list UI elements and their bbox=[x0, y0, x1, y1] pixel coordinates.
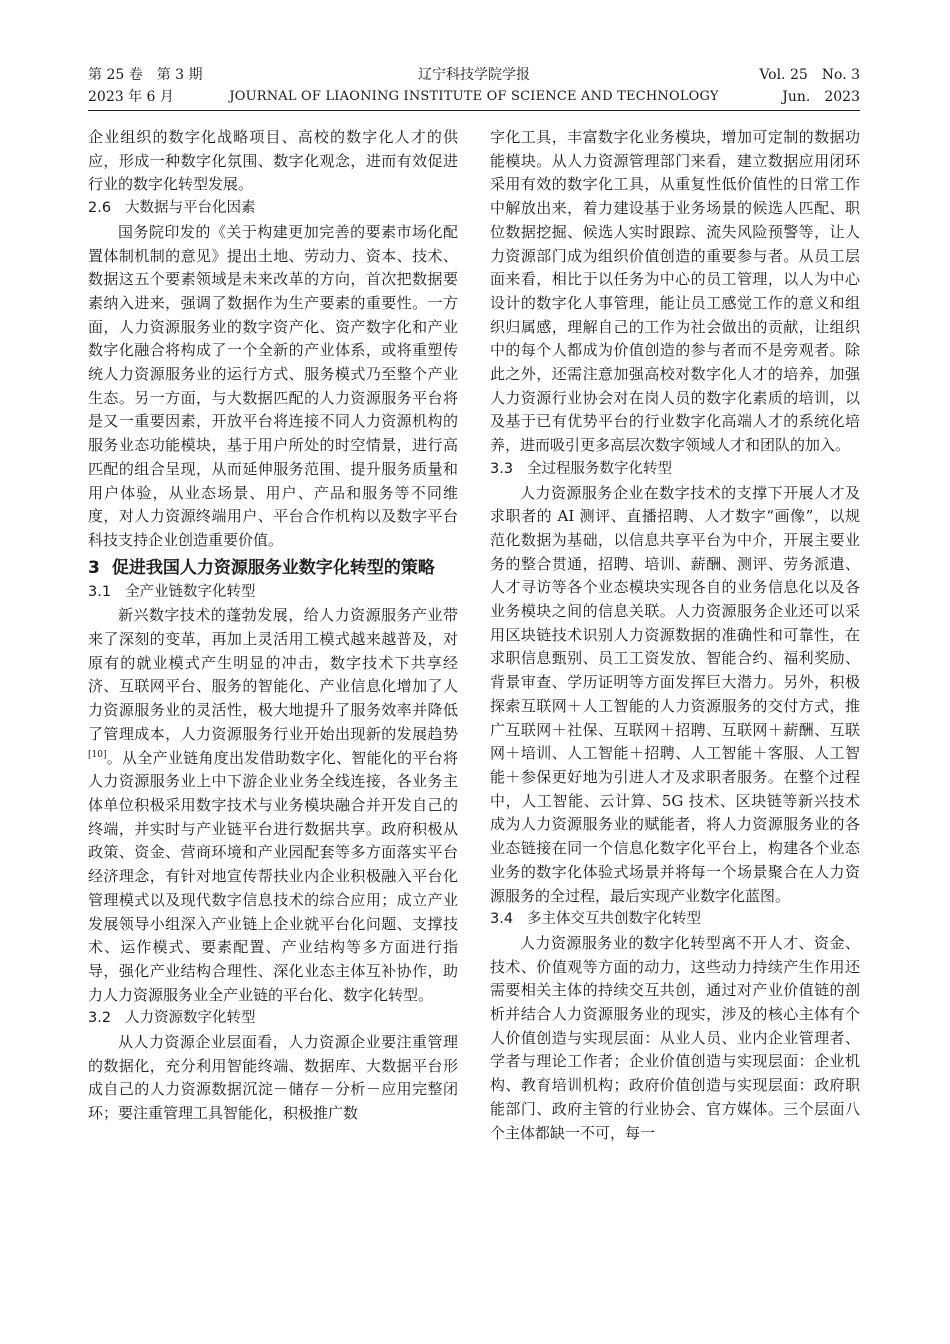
subsection-heading-3-3 bbox=[490, 458, 860, 482]
subsection-title: 大数据与平台化因素 bbox=[125, 200, 256, 217]
paragraph-3-2-continued: 字化工具，丰富数字化业务模块，增加可定制的数据功能模块。从人力资源管理部门来看，建立数据应用闭环采用有效的数字化工具，从重复性低价值性的日常工作中解放出来，着力建设基于业务场景的候选人匹配、职位数据挖掘、候选人实时跟踪、流失风险预警等，让人力资源部门成为组织价值创造的重要参与者。从员工层面来看，相比于以任务为中心的员工管理，以人为中心设计的数字化人事管理，能让员工感觉工作的意义和组织归属感，理解自己的工作为社会做出的贡献，让组织中的每个人都成为价值创造的参与者而不是旁观者。除此之外，还需注意加强高校对数字化人才的培养，加强人力资源行业协会对在岗人员的数字化素质的培训，以及基于已有优势平台的行业数字化高端人才的系统化培养，进而吸引更多高层次数字领域人才和团队的加入。 bbox=[490, 128, 860, 455]
left-column bbox=[88, 126, 458, 1126]
subsection-heading-3-1 bbox=[88, 581, 458, 605]
section-number: 3 bbox=[88, 557, 100, 578]
paragraph-3-3: 人力资源服务企业在数字技术的支撑下开展人才及求职者的 AI 测评、直播招聘、人才数字“画像”，以规范化数据为基础，以信息共享平台为中介，开展主要业务的整合贯通，招聘、培训、薪酬、测评、劳务派遣、人才寻访等各个业态模块实现各自的业务信息化以及各业务模块之间的信息关联。人力资源服务企业还可以采用区块链技术识别人力资源数据的准确性和可靠性，在求职信息甄别、员工工资发放、智能合约、福利奖励、背景审查、学历证明等方面发挥巨大潜力。另外，积极探索互联网＋人工智能的人力资源服务的交付方式，推广互联网＋社保、互联网＋招聘、互联网＋薪酬、互联网＋培训、人工智能＋招聘、人工智能＋客服、人工智能＋参保更好地为引进人才及求职者服务。在整个过程中，人工智能、云计算、5G 技术、区块链等新兴技术成为人力资源服务业的赋能者，将人力资源服务业的各业态链接在同一个信息化数字化平台上，构建各个业态业务的数字化体验式场景并将每一个场景聚合在人力资源服务的全过程，最后实现产业数字化蓝图。 bbox=[490, 483, 860, 905]
subsection-number: 3.2 bbox=[88, 1010, 112, 1027]
paragraph-2-6: 国务院印发的《关于构建更加完善的要素市场化配置体制机制的意见》提出土地、劳动力、资本、技术、数据这五个要素领域是未来改革的方向，首次把数据要素纳入进来，强调了数据作为生产要素的重要性。一方面，人力资源服务业的数字资产化、资产数字化和产业数字化融合将构成了一个全新的产业体系，或将重塑传统人力资源服务业的运行方式、服务模式乃至整个产业生态。另一方面，与大数据匹配的人力资源服务平台将是又一重要因素，开放平台将连接不同人力资源机构的服务业态功能模块，基于用户所处的时空情景，进行高匹配的组合呈现，从而延伸服务范围、提升服务质量和用户体验，从业态场景、用户、产品和服务等不同维度，对人力资源终端用户、平台合作机构以及数字平台科技支持企业创造重要价值。 bbox=[88, 222, 458, 549]
section-heading-3 bbox=[88, 555, 458, 581]
publication-date-en: Jun. 2023 bbox=[782, 89, 860, 105]
section-title: 促进我国人力资源服务业数字化转型的策略 bbox=[111, 557, 435, 578]
subsection-heading-2-6 bbox=[88, 197, 458, 221]
subsection-title: 全过程服务数字化转型 bbox=[527, 460, 673, 477]
volume-issue: 第 25 卷 第 3 期 bbox=[88, 67, 203, 83]
header-divider bbox=[88, 110, 860, 111]
paragraph-3-1-part-b: 。从全产业链角度出发借助数字化、智能化的平台将人力资源服务业上中下游企业业务全线连接，各业务主体单位积极采用数字技术与业务模块融合并开发自己的终端，并实时与产业链平台进行数据共享。政府积极从政策、资金、营商环境和产业园配套等多方面落实平台经济理念，有针对地宣传帮扶业内企业积极融入平台化管理模式以及现代数字信息技术的综合应用；成立产业发展领导小组深入产业链上企业就平台化问题、支撑技术、运作模式、要素配置、产业结构等多方面进行指导，强化产业结构合理性、深化业态主体互补协作，助力人力资源服务业全产业链的平台化、数字化转型。 bbox=[88, 748, 458, 1004]
journal-title-en: JOURNAL OF LIAONING INSTITUTE OF SCIENCE AND TECHNOLOGY bbox=[229, 89, 719, 104]
subsection-title: 人力资源数字化转型 bbox=[125, 1010, 256, 1027]
volume-issue-en: Vol. 25 No. 3 bbox=[759, 67, 860, 83]
subsection-heading-3-2 bbox=[88, 1007, 458, 1031]
journal-title-cn: 辽宁科技学院学报 bbox=[418, 67, 530, 83]
subsection-number: 2.6 bbox=[88, 200, 112, 217]
paragraph-3-4: 人力资源服务业的数字化转型离不开人才、资金、技术、价值观等方面的动力，这些动力持续产生作用还需要相关主体的持续交互共创，通过对产业价值链的剖析并结合人力资源服务业的现实，涉及的核心主体有个人价值创造与实现层面：从业人员、业内企业管理者、学者与理论工作者；企业价值创造与实现层面：企业机构、教育培训机构；政府价值创造与实现层面：政府职能部门、政府主管的行业协会、官方媒体。三个层面八个主体都缺一不可，每一 bbox=[490, 933, 860, 1142]
citation-ref: [10] bbox=[88, 749, 107, 760]
publication-date: 2023 年 6 月 bbox=[88, 89, 174, 105]
subsection-heading-3-4 bbox=[490, 908, 860, 932]
paragraph-3-1 bbox=[88, 604, 458, 1007]
subsection-number: 3.3 bbox=[490, 460, 514, 477]
subsection-title: 全产业链数字化转型 bbox=[125, 583, 256, 600]
paragraph-3-1-part-a: 新兴数字技术的蓬勃发展，给人力资源服务产业带来了深刻的变革，再加上灵活用工模式越来越普及，对原有的就业模式产生明显的冲击，数字技术下共享经济、互联网平台、服务的智能化、产业信息化增加了人力资源服务业的灵活性，极大地提升了服务效率并降低了管理成本，人力资源服务行业开始出现新的发展趋势 bbox=[88, 606, 458, 743]
running-header-top bbox=[88, 66, 860, 84]
right-column bbox=[490, 126, 860, 1145]
subsection-number: 3.1 bbox=[88, 583, 112, 600]
running-header-bottom bbox=[88, 88, 860, 106]
subsection-number: 3.4 bbox=[490, 911, 514, 928]
paragraph-3-2: 从人力资源企业层面看，人力资源企业要注重管理的数据化，充分利用智能终端、数据库、大数据平台形成自己的人力资源数据沉淀－储存－分析－应用完整闭环；要注重管理工具智能化，积极推广数 bbox=[88, 1033, 458, 1123]
intro-paragraph: 企业组织的数字化战略项目、高校的数字化人才的供应，形成一种数字化氛围、数字化观念，进而有效促进行业的数字化转型发展。 bbox=[88, 128, 458, 194]
subsection-title: 多主体交互共创数字化转型 bbox=[527, 911, 702, 928]
